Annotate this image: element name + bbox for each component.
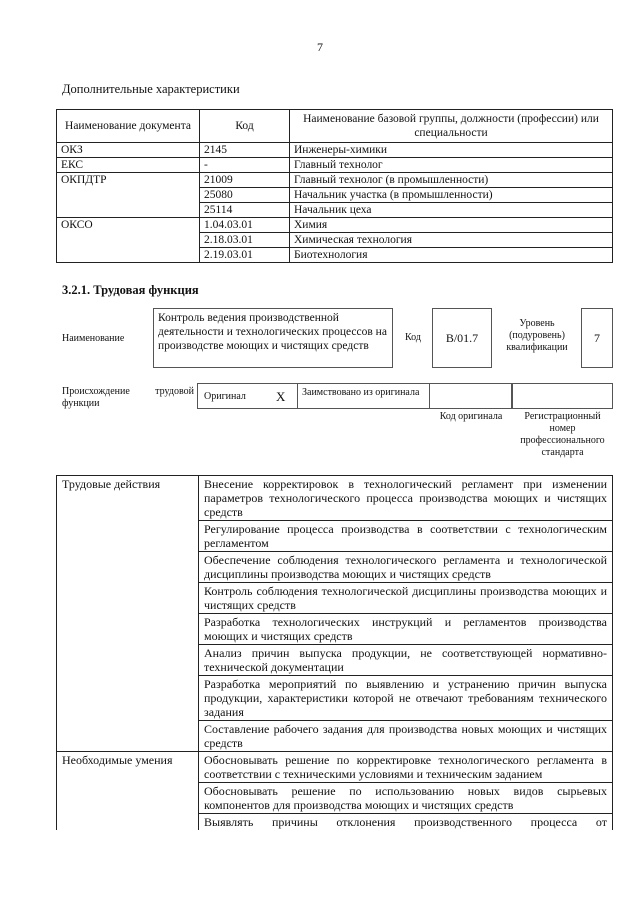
- header-code: Код: [200, 110, 290, 143]
- level-value: 7: [581, 308, 613, 368]
- table-row: [57, 218, 613, 233]
- header-doc: Наименование документа: [57, 110, 200, 143]
- header-name: Наименование базовой группы, должности (профессии) или специальности: [290, 110, 613, 143]
- reg-number-box: [512, 383, 613, 409]
- cell-name: Инженеры-химики: [290, 143, 613, 158]
- table-row: [57, 233, 613, 248]
- action-item: Разработка технологических инструкций и регламентов производства моющих и чистящих средств: [199, 614, 613, 645]
- cell-code: 25080: [200, 188, 290, 203]
- function-heading: 3.2.1. Трудовая функция: [62, 283, 199, 297]
- table-row: [57, 173, 613, 188]
- orig-code-box: [430, 383, 512, 409]
- function-details-table: [56, 475, 613, 830]
- skill-item: Выявлять причины отклонения производственного процесса от: [199, 814, 613, 831]
- origin-label: Происхождение трудовой функции: [62, 386, 194, 409]
- cell-name: Химическая технология: [290, 233, 613, 248]
- table-row: [57, 752, 613, 783]
- cell-code: 2.19.03.01: [200, 248, 290, 263]
- skill-item: Обосновывать решение по корректировке технологического регламента в соответствии с техническими условиями и техническим заданием: [199, 752, 613, 783]
- reg-label: Регистрационный номер профессионального стандарта: [520, 411, 605, 458]
- additional-characteristics-table: [56, 109, 613, 263]
- cell-doc: [57, 188, 200, 203]
- orig-code-label: Код оригинала: [439, 411, 503, 422]
- original-box: [197, 383, 297, 409]
- skill-item: Обосновывать решение по использованию новых видов сырьевых компонентов для производства моющих и чистящих средств: [199, 783, 613, 814]
- cell-name: Начальник цеха: [290, 203, 613, 218]
- additional-characteristics-title: Дополнительные характеристики: [62, 82, 240, 96]
- cell-doc: [57, 248, 200, 263]
- cell-code: 2.18.03.01: [200, 233, 290, 248]
- cell-name: Начальник участка (в промышленности): [290, 188, 613, 203]
- table-row: [57, 188, 613, 203]
- table-header-row: [57, 110, 613, 143]
- level-label: Уровень (подуровень) квалификации: [506, 318, 568, 353]
- action-item: Составление рабочего задания для производства новых моющих и чистящих средств: [199, 721, 613, 752]
- action-item: Анализ причин выпуска продукции, не соответствующей нормативно-технической документации: [199, 645, 613, 676]
- cell-code: -: [200, 158, 290, 173]
- action-item: Обеспечение соблюдения технологического регламента и технологической дисциплины производства моющих и чистящих средств: [199, 552, 613, 583]
- borrowed-box: [297, 383, 430, 409]
- table-row: [57, 203, 613, 218]
- original-mark: X: [276, 389, 286, 404]
- cell-doc: ЕКС: [57, 158, 200, 173]
- function-name: Контроль ведения производственной деятельности и технологических процессов на производстве моющих и чистящих средств: [153, 308, 393, 368]
- action-item: Разработка мероприятий по выявлению и устранению причин выпуска продукции, характеристики которой не отвечают требованиям технического задания: [199, 676, 613, 721]
- cell-doc: ОКЗ: [57, 143, 200, 158]
- page-number: 7: [317, 40, 323, 54]
- cell-code: 1.04.03.01: [200, 218, 290, 233]
- cell-doc: [57, 203, 200, 218]
- cell-name: Химия: [290, 218, 613, 233]
- cell-code: 21009: [200, 173, 290, 188]
- cell-name: Главный технолог (в промышленности): [290, 173, 613, 188]
- cell-doc: [57, 233, 200, 248]
- cell-code: 25114: [200, 203, 290, 218]
- skills-label: Необходимые умения: [57, 752, 199, 831]
- action-item: Контроль соблюдения технологической дисциплины производства моющих и чистящих средств: [199, 583, 613, 614]
- table-row: [57, 248, 613, 263]
- function-code: В/01.7: [432, 308, 492, 368]
- table-row: [57, 158, 613, 173]
- name-label: Наименование: [62, 333, 125, 344]
- table-row: [57, 476, 613, 521]
- cell-code: 2145: [200, 143, 290, 158]
- cell-name: Главный технолог: [290, 158, 613, 173]
- original-label: Оригинал: [204, 391, 246, 402]
- cell-name: Биотехнология: [290, 248, 613, 263]
- table-row: [57, 143, 613, 158]
- borrowed-label: Заимствовано из оригинала: [302, 387, 420, 398]
- action-item: Внесение корректировок в технологический регламент при изменении параметров технологического процесса производства моющих и чистящих средств: [199, 476, 613, 521]
- action-item: Регулирование процесса производства в соответствии с технологическим регламентом: [199, 521, 613, 552]
- cell-doc: ОКСО: [57, 218, 200, 233]
- actions-label: Трудовые действия: [57, 476, 199, 752]
- cell-doc: ОКПДТР: [57, 173, 200, 188]
- code-label: Код: [405, 332, 421, 343]
